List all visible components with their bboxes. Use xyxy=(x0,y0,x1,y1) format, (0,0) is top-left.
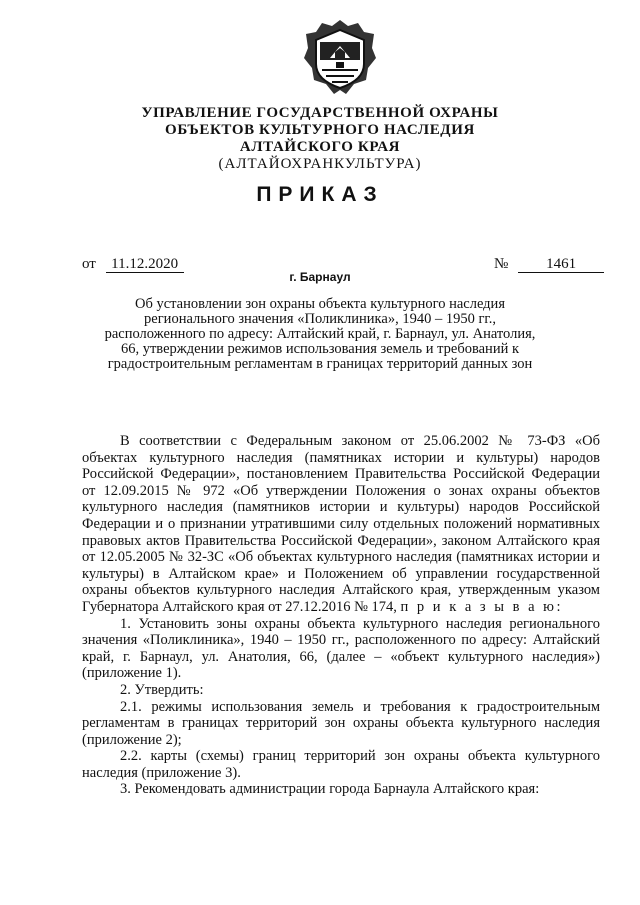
order-word: п р и к а з ы в а ю: xyxy=(400,598,564,615)
coat-of-arms-emblem xyxy=(302,18,378,98)
clause-2-1: 2.1. режимы использования земель и требования к градостроительным регламентам в границах территорий зон охраны объекта культурного наследия (приложение 2); xyxy=(82,698,600,748)
org-line-3: АЛТАЙСКОГО КРАЯ xyxy=(239,139,401,155)
org-line-1: УПРАВЛЕНИЕ ГОСУДАРСТВЕННОЙ ОХРАНЫ xyxy=(141,105,499,121)
order-body xyxy=(82,433,600,798)
date-value: 11.12.2020 xyxy=(106,257,184,273)
clause-3: 3. Рекомендовать администрации города Барнаула Алтайского края: xyxy=(120,781,540,798)
clause-2-2: 2.2. карты (схемы) границ территорий зон охраны объекта культурного наследия (приложение 3). xyxy=(82,748,600,781)
org-line-2: ОБЪЕКТОВ КУЛЬТУРНОГО НАСЛЕДИЯ xyxy=(165,122,475,138)
city-name: г. Барнаул xyxy=(289,270,351,284)
clause-2: 2. Утвердить: xyxy=(120,681,204,698)
clause-1: 1. Установить зоны охраны объекта культурного наследия регионального значения «Поликлиника», 1940 – 1950 гг., расположенного по адресу: Алтайский край, г. Барнаул, ул. Анатолия, 66, (далее – «объект культурного наследия») (приложение 1). xyxy=(82,615,600,682)
preamble-text: В соответствии с Федеральным законом от 25.06.2002 № 73-ФЗ «Об объектах культурного наследия (памятниках истории и культуры) народов Российской Федерации», постановлением Правительства Российской Федерации от 12.09.2015 № 972 «Об утверждении Положения о зонах охраны объектов культурного наследия (памятников истории и культуры) народов Российской Федерации и о признании утратившими силу отдельных положений нормативных правовых актов Правительства Российской Федерации», законом Алтайского края от 12.05.2005 № 32-ЗС «Об объектах культурного наследия (памятниках истории и культуры) в Алтайском крае» и Положением об управлении государственной охраны объектов культурного наследия Алтайского края, утвержденным указом Губернатора Алтайского края от 27.12.2016 № 174, xyxy=(82,433,600,615)
organization-name xyxy=(0,105,640,173)
order-subject: Об установлении зон охраны объекта культурного наследия регионального значения «Поликлиника», 1940 – 1950 гг., расположенного по адресу: Алтайский край, г. Барнаул, ул. Анатолия, 66, утверждении режимов использования земель и требований к градостроительным регламентам в границах территорий данных зон xyxy=(104,296,536,372)
number-value: 1461 xyxy=(518,257,604,273)
number-prefix: № xyxy=(494,256,509,272)
document-type-title: ПРИКАЗ xyxy=(256,183,384,206)
date-prefix: от xyxy=(82,256,96,272)
org-line-4: (АЛТАЙОХРАНКУЛЬТУРА) xyxy=(218,156,422,172)
preamble-paragraph xyxy=(82,433,600,616)
